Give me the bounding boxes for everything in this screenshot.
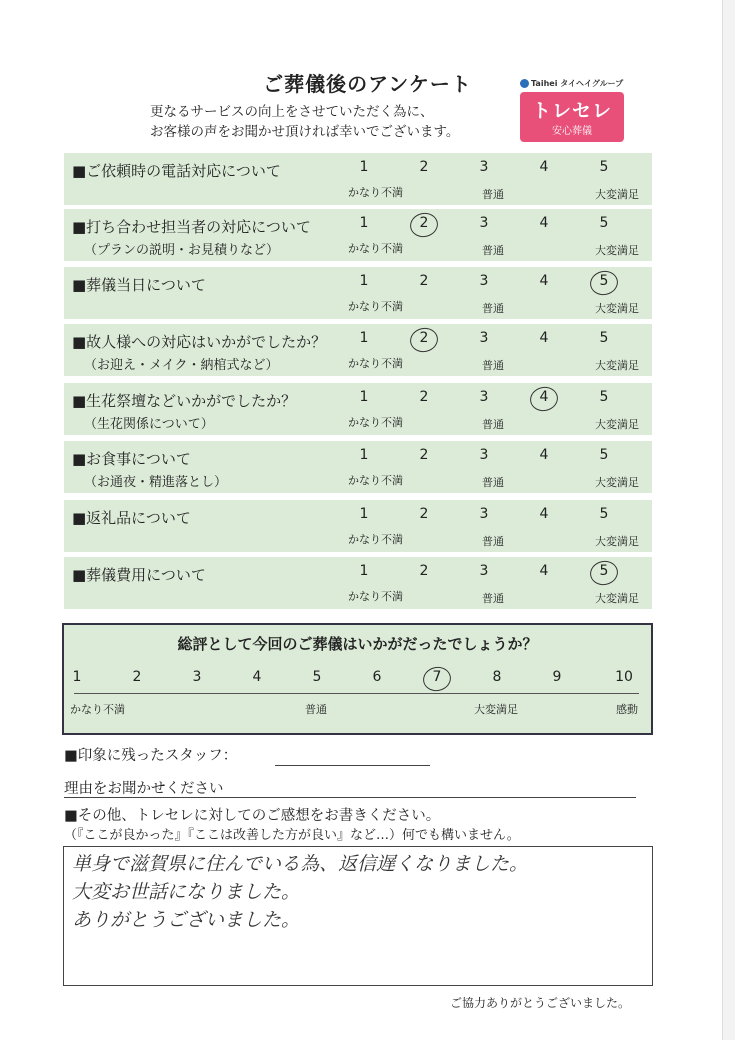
rating-option[interactable]: 4 xyxy=(539,563,549,579)
question-label: ■打ち合わせ担当者の対応について xyxy=(72,218,311,236)
rating-option[interactable]: 2 xyxy=(419,447,429,463)
scale-label-high: 大変満足 xyxy=(595,592,639,605)
selected-circle-mark xyxy=(588,558,620,587)
scale-label-low: かなり不満 xyxy=(348,242,403,255)
question-label: ■故人様への対応はいかがでしたか？ xyxy=(72,333,327,351)
overall-rating-option[interactable]: 2 xyxy=(132,669,142,685)
scale-label-mid: 普通 xyxy=(482,418,504,431)
question-sublabel: （生花関係について） xyxy=(84,417,214,432)
scale-label-mid: 普通 xyxy=(482,535,504,548)
question-label: ■葬儀費用について xyxy=(72,566,206,584)
rating-option[interactable]: 4 xyxy=(539,273,549,289)
rating-option[interactable]: 5 xyxy=(599,273,609,289)
rating-option[interactable]: 5 xyxy=(599,563,609,579)
overall-rating-option[interactable]: 10 xyxy=(615,669,633,685)
rating-option[interactable]: 4 xyxy=(539,330,549,346)
scale-label-high: 大変満足 xyxy=(595,476,639,489)
selected-circle-mark xyxy=(408,210,440,239)
rating-option[interactable]: 5 xyxy=(599,330,609,346)
overall-rating-option[interactable]: 6 xyxy=(372,669,382,685)
question-row xyxy=(64,209,652,261)
rating-option[interactable]: 3 xyxy=(479,159,489,175)
scale-label-mid: 普通 xyxy=(482,244,504,257)
overall-rating-option[interactable]: 4 xyxy=(252,669,262,685)
selected-circle-mark xyxy=(528,384,560,413)
rating-option[interactable]: 2 xyxy=(419,563,429,579)
scale-label-high: 大変満足 xyxy=(595,535,639,548)
rating-option[interactable]: 1 xyxy=(359,563,369,579)
staff-label: ■印象に残ったスタッフ： xyxy=(64,748,238,764)
scale-label-high: 大変満足 xyxy=(595,244,639,257)
rating-option[interactable]: 4 xyxy=(539,447,549,463)
rating-option[interactable]: 4 xyxy=(539,506,549,522)
reason-label: 理由をお聞かせください xyxy=(64,781,224,797)
question-sublabel: （お通夜・精進落とし） xyxy=(84,475,228,490)
rating-option[interactable]: 3 xyxy=(479,273,489,289)
scale-label-low: かなり不満 xyxy=(348,186,403,199)
scale-label-mid: 普通 xyxy=(482,188,504,201)
scale-label-low: かなり不満 xyxy=(348,300,403,313)
rating-option[interactable]: 5 xyxy=(599,506,609,522)
rating-option[interactable]: 1 xyxy=(359,506,369,522)
rating-option[interactable]: 1 xyxy=(359,273,369,289)
logo-tagline: 安心葬儀 xyxy=(552,126,592,137)
scale-label-low: かなり不満 xyxy=(348,590,403,603)
question-label: ■葬儀当日について xyxy=(72,276,206,294)
reason-underline[interactable] xyxy=(64,797,636,798)
rating-option[interactable]: 5 xyxy=(599,447,609,463)
rating-option[interactable]: 5 xyxy=(599,389,609,405)
selected-circle-mark xyxy=(588,268,620,297)
scale-label-high: 大変満足 xyxy=(595,302,639,315)
question-row xyxy=(64,500,652,552)
overall-label-top: 感動 xyxy=(616,703,638,716)
rating-option[interactable]: 5 xyxy=(599,215,609,231)
rating-option[interactable]: 3 xyxy=(479,330,489,346)
survey-title: ご葬儀後のアンケート xyxy=(263,72,472,96)
rating-option[interactable]: 5 xyxy=(599,159,609,175)
overall-label-high: 大変満足 xyxy=(474,703,518,716)
overall-rating-option[interactable]: 3 xyxy=(192,669,202,685)
overall-label-mid: 普通 xyxy=(305,703,327,716)
overall-title: 総評として今回のご葬儀はいかがだったでしょうか？ xyxy=(177,635,538,653)
survey-subtitle xyxy=(150,102,459,142)
rating-option[interactable]: 3 xyxy=(479,215,489,231)
footer-thanks: ご協力ありがとうございました。 xyxy=(450,996,631,1010)
scale-label-low: かなり不満 xyxy=(348,416,403,429)
scale-label-high: 大変満足 xyxy=(595,418,639,431)
scale-label-mid: 普通 xyxy=(482,302,504,315)
comment-line: ありがとうございました。 xyxy=(72,909,301,931)
comments-label: ■その他、トレセレに対してのご感想をお書きください。 xyxy=(64,808,441,824)
taihei-mark-icon xyxy=(520,79,529,88)
rating-option[interactable]: 4 xyxy=(539,215,549,231)
scale-label-high: 大変満足 xyxy=(595,188,639,201)
rating-option[interactable]: 2 xyxy=(419,389,429,405)
scale-label-low: かなり不満 xyxy=(348,357,403,370)
question-row xyxy=(64,153,652,205)
scale-label-mid: 普通 xyxy=(482,592,504,605)
overall-rating-option[interactable]: 8 xyxy=(492,669,502,685)
rating-option[interactable]: 1 xyxy=(359,159,369,175)
comments-box[interactable] xyxy=(63,846,653,986)
question-label: ■ご依頼時の電話対応について xyxy=(72,162,281,180)
question-row xyxy=(64,267,652,319)
question-row xyxy=(64,324,652,376)
overall-label-low: かなり不満 xyxy=(70,703,125,716)
rating-option[interactable]: 2 xyxy=(419,215,429,231)
comment-line: 大変お世話になりました。 xyxy=(72,881,301,903)
logo-group-text: Taihei タイヘイグループ xyxy=(531,79,624,88)
overall-scale-line xyxy=(74,693,639,694)
question-row xyxy=(64,383,652,435)
logo-brand: トレセレ xyxy=(531,100,612,122)
question-label: ■返礼品について xyxy=(72,509,191,527)
scale-label-low: かなり不満 xyxy=(348,533,403,546)
rating-option[interactable]: 3 xyxy=(479,389,489,405)
rating-option[interactable]: 2 xyxy=(419,159,429,175)
subtitle-line-2: お客様の声をお聞かせ頂ければ幸いでございます。 xyxy=(150,124,460,140)
rating-option[interactable]: 3 xyxy=(479,563,489,579)
logo-group-line xyxy=(520,78,628,89)
question-row xyxy=(64,557,652,609)
scale-label-high: 大変満足 xyxy=(595,359,639,372)
overall-rating-option[interactable]: 1 xyxy=(72,669,82,685)
rating-option[interactable]: 1 xyxy=(359,215,369,231)
overall-rating-option[interactable]: 9 xyxy=(552,669,562,685)
overall-rating-option[interactable]: 7 xyxy=(432,669,442,685)
scale-label-mid: 普通 xyxy=(482,359,504,372)
rating-option[interactable]: 2 xyxy=(419,506,429,522)
question-label: ■お食事について xyxy=(72,450,191,468)
scale-label-low: かなり不満 xyxy=(348,474,403,487)
comments-hint: （『ここが良かった』『ここは改善した方が良い』など…）何でも構いません。 xyxy=(64,828,520,843)
rating-option[interactable]: 1 xyxy=(359,330,369,346)
question-row xyxy=(64,441,652,493)
staff-underline[interactable] xyxy=(275,765,430,766)
selected-circle-mark xyxy=(408,325,440,354)
overall-rating-option[interactable]: 5 xyxy=(312,669,322,685)
rating-option[interactable]: 2 xyxy=(419,330,429,346)
scanner-edge xyxy=(722,0,735,1040)
rating-option[interactable]: 3 xyxy=(479,506,489,522)
comment-line: 単身で滋賀県に住んでいる為、返信遅くなりました。 xyxy=(72,853,529,875)
scale-label-mid: 普通 xyxy=(482,476,504,489)
rating-option[interactable]: 4 xyxy=(539,159,549,175)
logo-badge xyxy=(520,92,624,142)
overall-rating-box xyxy=(62,623,653,735)
tresele-logo xyxy=(520,78,628,142)
rating-option[interactable]: 4 xyxy=(539,389,549,405)
rating-option[interactable]: 1 xyxy=(359,389,369,405)
subtitle-line-1: 更なるサービスの向上をさせていただく為に、 xyxy=(150,104,434,120)
question-sublabel: （プランの説明・お見積りなど） xyxy=(84,243,280,258)
rating-option[interactable]: 2 xyxy=(419,273,429,289)
rating-option[interactable]: 3 xyxy=(479,447,489,463)
question-sublabel: （お迎え・メイク・納棺式など） xyxy=(84,358,279,373)
rating-option[interactable]: 1 xyxy=(359,447,369,463)
question-label: ■生花祭壇などいかがでしたか？ xyxy=(72,392,297,410)
